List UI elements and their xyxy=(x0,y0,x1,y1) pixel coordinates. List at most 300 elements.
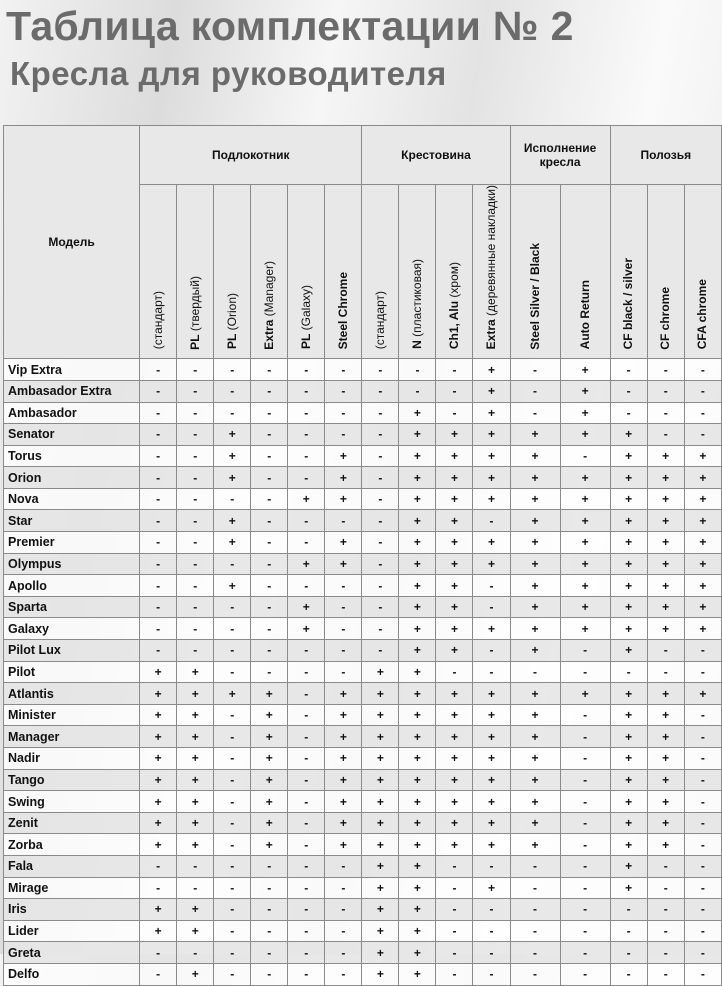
availability-cell: - xyxy=(325,380,362,402)
availability-cell: + xyxy=(647,748,684,770)
table-row xyxy=(4,877,722,899)
column-header-label: Auto Return xyxy=(577,280,592,350)
column-header-label: Extra (деревянные накладки) xyxy=(484,185,498,350)
availability-cell: + xyxy=(436,467,473,489)
availability-cell: + xyxy=(251,769,288,791)
availability-cell: + xyxy=(610,726,647,748)
availability-cell: - xyxy=(140,640,177,662)
availability-cell: + xyxy=(510,769,560,791)
availability-cell: - xyxy=(288,704,325,726)
availability-cell: - xyxy=(436,963,473,985)
availability-cell: + xyxy=(362,812,399,834)
availability-cell: - xyxy=(510,899,560,921)
column-header xyxy=(399,185,436,359)
availability-cell: + xyxy=(510,445,560,467)
availability-cell: - xyxy=(325,942,362,964)
availability-cell: - xyxy=(560,640,610,662)
availability-cell: - xyxy=(325,963,362,985)
availability-cell: - xyxy=(560,920,610,942)
availability-cell: - xyxy=(325,575,362,597)
availability-cell: + xyxy=(140,704,177,726)
availability-cell: + xyxy=(473,532,510,554)
availability-cell: - xyxy=(510,963,560,985)
availability-cell: + xyxy=(362,834,399,856)
availability-cell: + xyxy=(399,575,436,597)
availability-cell: - xyxy=(177,445,214,467)
table-row xyxy=(4,445,722,467)
availability-cell: - xyxy=(684,920,721,942)
availability-cell: + xyxy=(510,812,560,834)
group-header-row xyxy=(4,126,722,185)
availability-cell: - xyxy=(560,445,610,467)
availability-cell: - xyxy=(647,661,684,683)
group-header-armrest: Подлокотник xyxy=(140,126,362,185)
availability-cell: + xyxy=(473,791,510,813)
availability-cell: - xyxy=(288,942,325,964)
availability-cell: - xyxy=(288,769,325,791)
availability-cell: - xyxy=(288,834,325,856)
availability-cell: + xyxy=(436,748,473,770)
availability-cell: - xyxy=(251,553,288,575)
availability-cell: - xyxy=(325,510,362,532)
availability-cell: + xyxy=(436,640,473,662)
availability-cell: - xyxy=(436,359,473,381)
availability-cell: + xyxy=(436,532,473,554)
availability-cell: - xyxy=(251,877,288,899)
availability-cell: + xyxy=(510,575,560,597)
table-row xyxy=(4,920,722,942)
availability-cell: + xyxy=(399,640,436,662)
availability-cell: - xyxy=(362,424,399,446)
column-header xyxy=(610,185,647,359)
availability-cell: + xyxy=(362,704,399,726)
availability-cell: + xyxy=(140,834,177,856)
column-header-label: PL (Galaxy) xyxy=(298,285,313,350)
availability-cell: - xyxy=(684,791,721,813)
availability-cell: + xyxy=(610,769,647,791)
availability-cell: + xyxy=(214,424,251,446)
availability-cell: - xyxy=(251,963,288,985)
column-header xyxy=(647,185,684,359)
availability-cell: + xyxy=(560,424,610,446)
availability-cell: + xyxy=(362,683,399,705)
availability-cell: + xyxy=(610,424,647,446)
availability-cell: - xyxy=(436,920,473,942)
availability-cell: - xyxy=(214,812,251,834)
availability-cell: + xyxy=(473,424,510,446)
column-header-label: PL (твердый) xyxy=(187,275,202,350)
availability-cell: - xyxy=(510,920,560,942)
column-header xyxy=(510,185,560,359)
availability-cell: + xyxy=(647,683,684,705)
availability-cell: + xyxy=(399,488,436,510)
availability-cell: - xyxy=(610,942,647,964)
availability-cell: + xyxy=(473,683,510,705)
availability-cell: - xyxy=(251,899,288,921)
availability-cell: + xyxy=(399,920,436,942)
availability-cell: - xyxy=(362,532,399,554)
table-row xyxy=(4,726,722,748)
availability-cell: + xyxy=(325,488,362,510)
availability-cell: + xyxy=(610,748,647,770)
availability-cell: - xyxy=(399,380,436,402)
availability-cell: - xyxy=(214,704,251,726)
availability-cell: - xyxy=(140,942,177,964)
availability-cell: - xyxy=(610,402,647,424)
availability-cell: - xyxy=(684,661,721,683)
availability-cell: + xyxy=(140,899,177,921)
model-name: Pilot Lux xyxy=(4,640,140,662)
availability-cell: - xyxy=(251,596,288,618)
availability-cell: + xyxy=(473,380,510,402)
availability-cell: + xyxy=(647,726,684,748)
availability-cell: + xyxy=(610,791,647,813)
availability-cell: + xyxy=(610,510,647,532)
group-header-model: Модель xyxy=(4,126,140,359)
group-header-base: Крестовина xyxy=(362,126,510,185)
availability-cell: - xyxy=(325,877,362,899)
availability-cell: + xyxy=(684,553,721,575)
availability-cell: + xyxy=(647,532,684,554)
availability-cell: - xyxy=(647,640,684,662)
availability-cell: - xyxy=(684,380,721,402)
availability-cell: - xyxy=(325,596,362,618)
availability-cell: + xyxy=(362,899,399,921)
column-header-label: Steel Silver / Black xyxy=(527,242,542,350)
availability-cell: + xyxy=(177,704,214,726)
availability-cell: - xyxy=(214,553,251,575)
availability-cell: - xyxy=(684,748,721,770)
availability-cell: - xyxy=(610,899,647,921)
availability-cell: - xyxy=(288,748,325,770)
availability-cell: + xyxy=(436,812,473,834)
availability-cell: - xyxy=(288,661,325,683)
availability-cell: - xyxy=(560,834,610,856)
availability-cell: + xyxy=(399,899,436,921)
availability-cell: + xyxy=(140,726,177,748)
availability-cell: - xyxy=(214,402,251,424)
availability-cell: + xyxy=(473,704,510,726)
group-header-execution: Исполнение кресла xyxy=(510,126,610,185)
page-subtitle: Кресла для руководителя xyxy=(10,55,447,92)
table-row xyxy=(4,402,722,424)
table-row xyxy=(4,640,722,662)
table-row xyxy=(4,791,722,813)
availability-cell: + xyxy=(436,834,473,856)
availability-cell: - xyxy=(140,424,177,446)
availability-cell: + xyxy=(684,488,721,510)
availability-cell: - xyxy=(288,424,325,446)
availability-cell: + xyxy=(510,618,560,640)
availability-cell: - xyxy=(140,618,177,640)
availability-cell: - xyxy=(325,661,362,683)
model-name: Senator xyxy=(4,424,140,446)
availability-cell: - xyxy=(684,640,721,662)
table-row xyxy=(4,963,722,985)
availability-cell: - xyxy=(325,899,362,921)
availability-cell: + xyxy=(214,575,251,597)
availability-cell: + xyxy=(647,467,684,489)
availability-cell: + xyxy=(399,704,436,726)
availability-cell: - xyxy=(610,963,647,985)
availability-cell: + xyxy=(510,683,560,705)
availability-cell: + xyxy=(560,467,610,489)
availability-cell: + xyxy=(684,510,721,532)
table-row xyxy=(4,855,722,877)
availability-cell: - xyxy=(288,683,325,705)
table-row xyxy=(4,812,722,834)
availability-cell: + xyxy=(610,553,647,575)
availability-cell: + xyxy=(610,532,647,554)
availability-cell: + xyxy=(177,920,214,942)
column-header-label: CFA chrome xyxy=(695,279,710,350)
availability-cell: + xyxy=(684,445,721,467)
availability-cell: + xyxy=(473,812,510,834)
availability-cell: - xyxy=(177,855,214,877)
table-row xyxy=(4,899,722,921)
availability-cell: - xyxy=(288,899,325,921)
availability-cell: + xyxy=(560,402,610,424)
availability-cell: + xyxy=(399,661,436,683)
availability-cell: - xyxy=(362,467,399,489)
column-header xyxy=(214,185,251,359)
availability-cell: + xyxy=(436,769,473,791)
availability-cell: - xyxy=(140,445,177,467)
availability-cell: + xyxy=(399,683,436,705)
table-row xyxy=(4,704,722,726)
availability-cell: + xyxy=(510,553,560,575)
availability-cell: - xyxy=(177,596,214,618)
availability-cell: - xyxy=(140,855,177,877)
column-header xyxy=(325,185,362,359)
availability-cell: - xyxy=(214,596,251,618)
availability-cell: + xyxy=(399,748,436,770)
availability-cell: - xyxy=(177,467,214,489)
availability-cell: - xyxy=(214,748,251,770)
availability-cell: + xyxy=(510,596,560,618)
availability-cell: + xyxy=(610,683,647,705)
availability-cell: - xyxy=(288,359,325,381)
model-name: Olympus xyxy=(4,553,140,575)
availability-cell: + xyxy=(473,359,510,381)
availability-cell: - xyxy=(362,445,399,467)
availability-cell: + xyxy=(362,942,399,964)
table-row xyxy=(4,596,722,618)
availability-cell: + xyxy=(251,704,288,726)
availability-cell: + xyxy=(362,748,399,770)
availability-cell: + xyxy=(684,683,721,705)
column-header xyxy=(560,185,610,359)
availability-cell: - xyxy=(214,488,251,510)
availability-cell: - xyxy=(684,963,721,985)
availability-cell: + xyxy=(610,640,647,662)
table-row xyxy=(4,553,722,575)
availability-cell: + xyxy=(251,748,288,770)
availability-cell: - xyxy=(288,877,325,899)
availability-cell: + xyxy=(473,553,510,575)
availability-cell: - xyxy=(362,618,399,640)
availability-cell: + xyxy=(251,812,288,834)
availability-cell: - xyxy=(510,359,560,381)
availability-cell: + xyxy=(177,812,214,834)
availability-cell: + xyxy=(473,402,510,424)
availability-cell: + xyxy=(560,575,610,597)
availability-cell: + xyxy=(399,445,436,467)
availability-cell: + xyxy=(560,532,610,554)
availability-cell: + xyxy=(473,488,510,510)
availability-cell: - xyxy=(214,640,251,662)
model-name: Nova xyxy=(4,488,140,510)
column-header xyxy=(288,185,325,359)
availability-cell: - xyxy=(684,402,721,424)
availability-cell: + xyxy=(399,877,436,899)
availability-cell: - xyxy=(560,877,610,899)
availability-cell: + xyxy=(510,704,560,726)
availability-cell: - xyxy=(251,488,288,510)
availability-cell: - xyxy=(684,812,721,834)
availability-cell: - xyxy=(362,640,399,662)
availability-cell: + xyxy=(399,726,436,748)
availability-cell: - xyxy=(510,402,560,424)
availability-cell: + xyxy=(610,596,647,618)
availability-cell: + xyxy=(362,963,399,985)
availability-cell: - xyxy=(288,467,325,489)
availability-cell: + xyxy=(610,618,647,640)
availability-cell: - xyxy=(436,380,473,402)
availability-cell: - xyxy=(325,920,362,942)
availability-cell: - xyxy=(473,920,510,942)
availability-cell: + xyxy=(647,791,684,813)
availability-cell: - xyxy=(288,963,325,985)
availability-cell: - xyxy=(140,380,177,402)
column-header xyxy=(177,185,214,359)
table-row xyxy=(4,488,722,510)
availability-cell: - xyxy=(251,618,288,640)
availability-cell: - xyxy=(684,899,721,921)
availability-cell: + xyxy=(610,704,647,726)
availability-cell: + xyxy=(140,920,177,942)
availability-cell: + xyxy=(473,467,510,489)
availability-cell: - xyxy=(362,596,399,618)
column-header-label: Steel Chrome xyxy=(335,271,350,350)
availability-cell: + xyxy=(140,812,177,834)
availability-cell: + xyxy=(251,791,288,813)
availability-cell: - xyxy=(214,618,251,640)
availability-cell: + xyxy=(610,488,647,510)
model-name: Manager xyxy=(4,726,140,748)
availability-cell: + xyxy=(473,618,510,640)
availability-cell: - xyxy=(560,726,610,748)
availability-cell: + xyxy=(610,467,647,489)
availability-cell: - xyxy=(647,942,684,964)
availability-cell: + xyxy=(560,596,610,618)
availability-cell: - xyxy=(647,877,684,899)
availability-cell: - xyxy=(647,359,684,381)
availability-cell: + xyxy=(251,834,288,856)
availability-cell: + xyxy=(473,834,510,856)
table-row xyxy=(4,510,722,532)
availability-cell: - xyxy=(214,920,251,942)
availability-cell: - xyxy=(473,899,510,921)
availability-cell: - xyxy=(177,402,214,424)
availability-cell: - xyxy=(214,834,251,856)
column-header-label: (стандарт) xyxy=(372,291,387,350)
table-row xyxy=(4,942,722,964)
availability-cell: + xyxy=(177,661,214,683)
availability-cell: - xyxy=(214,380,251,402)
availability-cell: + xyxy=(362,791,399,813)
availability-cell: + xyxy=(399,812,436,834)
availability-cell: + xyxy=(436,726,473,748)
availability-cell: - xyxy=(325,618,362,640)
availability-cell: + xyxy=(473,726,510,748)
availability-cell: + xyxy=(560,510,610,532)
availability-cell: - xyxy=(560,748,610,770)
availability-cell: - xyxy=(560,661,610,683)
availability-cell: - xyxy=(140,488,177,510)
availability-cell: - xyxy=(288,445,325,467)
availability-cell: + xyxy=(362,661,399,683)
availability-cell: + xyxy=(436,445,473,467)
availability-cell: + xyxy=(288,553,325,575)
availability-cell: - xyxy=(251,920,288,942)
availability-cell: - xyxy=(473,640,510,662)
availability-cell: + xyxy=(325,834,362,856)
model-name: Ambasador Extra xyxy=(4,380,140,402)
availability-cell: + xyxy=(325,748,362,770)
availability-cell: + xyxy=(325,812,362,834)
availability-cell: - xyxy=(325,640,362,662)
availability-cell: - xyxy=(436,661,473,683)
availability-cell: - xyxy=(177,877,214,899)
availability-cell: + xyxy=(510,726,560,748)
availability-cell: + xyxy=(399,532,436,554)
availability-cell: + xyxy=(647,445,684,467)
availability-cell: + xyxy=(610,855,647,877)
availability-cell: - xyxy=(177,618,214,640)
availability-cell: + xyxy=(647,596,684,618)
availability-cell: + xyxy=(473,445,510,467)
availability-cell: + xyxy=(177,683,214,705)
model-name: Galaxy xyxy=(4,618,140,640)
availability-cell: + xyxy=(251,683,288,705)
model-name: Atlantis xyxy=(4,683,140,705)
availability-cell: + xyxy=(399,834,436,856)
availability-cell: - xyxy=(140,532,177,554)
availability-cell: + xyxy=(436,424,473,446)
availability-cell: + xyxy=(140,791,177,813)
table-row xyxy=(4,467,722,489)
availability-cell: + xyxy=(177,899,214,921)
availability-cell: - xyxy=(560,899,610,921)
availability-cell: - xyxy=(362,359,399,381)
availability-cell: + xyxy=(647,704,684,726)
availability-cell: + xyxy=(288,596,325,618)
availability-cell: + xyxy=(140,683,177,705)
availability-cell: + xyxy=(510,640,560,662)
availability-cell: - xyxy=(214,769,251,791)
availability-cell: + xyxy=(140,748,177,770)
availability-cell: - xyxy=(325,424,362,446)
availability-cell: - xyxy=(610,661,647,683)
availability-cell: - xyxy=(214,942,251,964)
availability-cell: + xyxy=(647,812,684,834)
model-name: Vip Extra xyxy=(4,359,140,381)
availability-cell: - xyxy=(362,402,399,424)
column-header-label: Ch1, Alu (хром) xyxy=(446,262,461,350)
table-row xyxy=(4,618,722,640)
availability-cell: - xyxy=(436,942,473,964)
